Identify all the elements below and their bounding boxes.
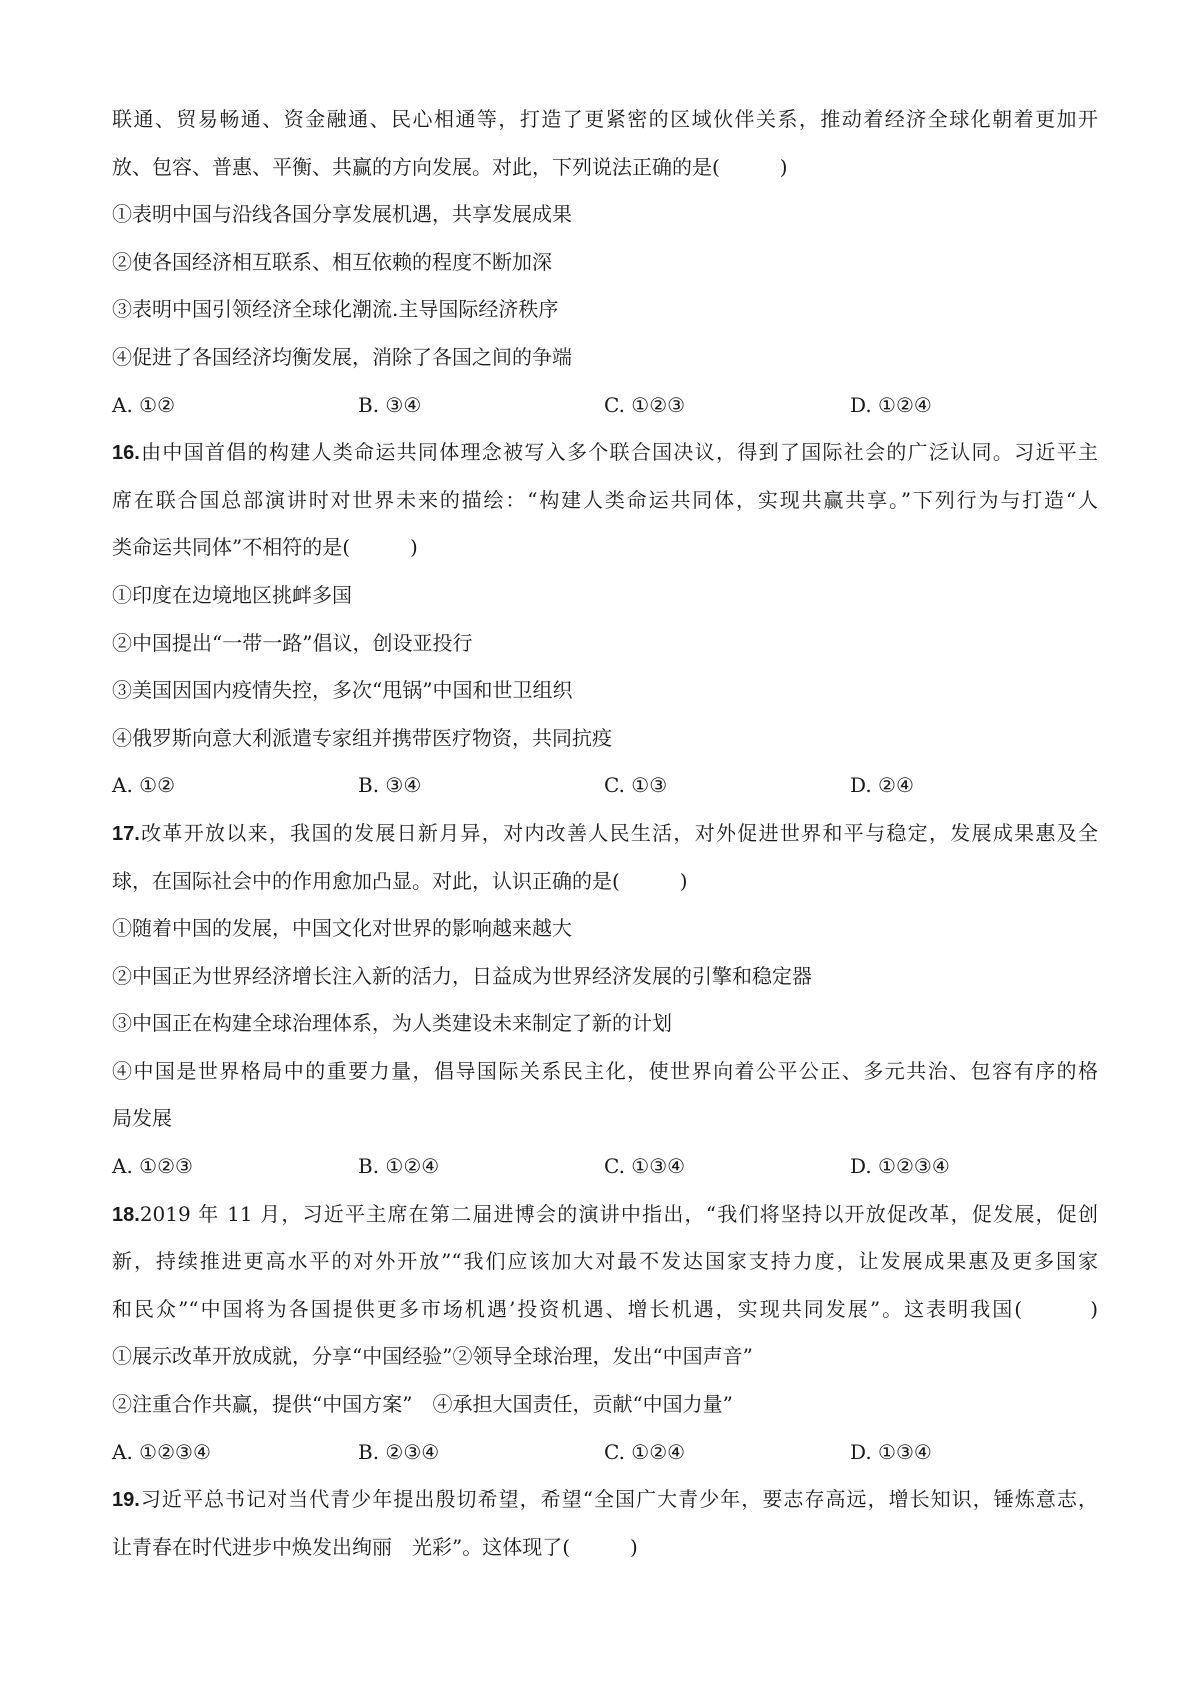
question-number: 17. <box>112 822 140 845</box>
question-17 <box>112 810 1098 1191</box>
option-d[interactable]: D. ①③④ <box>850 1439 932 1464</box>
option-c[interactable]: C. ①③ <box>604 773 668 798</box>
option-c[interactable]: C. ①②④ <box>604 1439 686 1464</box>
option-c[interactable]: C. ①②③ <box>604 392 686 417</box>
option-a[interactable]: A. ①②③ <box>112 1154 193 1179</box>
option-b[interactable]: B. ③④ <box>358 392 422 417</box>
question-stem-line: 让青春在时代进步中焕发出绚丽 光彩”。这体现了( ) <box>112 1534 638 1559</box>
option-b[interactable]: B. ①②④ <box>358 1154 440 1179</box>
question-15 <box>112 96 1098 429</box>
statement-item: 局发展 <box>112 1106 172 1131</box>
option-a[interactable]: A. ①② <box>112 773 176 798</box>
question-stem-line: 联通、贸易畅通、资金融通、民心相通等，打造了更紧密的区域伙伴关系，推动着经济全球化朝着更加开 <box>112 107 1098 131</box>
statement-item: ④俄罗斯向意大利派遣专家组并携带医疗物资，共同抗疫 <box>112 725 612 750</box>
answer-options <box>112 382 1098 430</box>
option-c[interactable]: C. ①③④ <box>604 1154 686 1179</box>
statement-item: ①表明中国与沿线各国分享发展机遇，共享发展成果 <box>112 202 572 227</box>
statement-item: ②中国提出“一带一路”倡议，创设亚投行 <box>112 630 473 655</box>
question-18 <box>112 1191 1098 1477</box>
statement-item: ①展示改革开放成就，分享“中国经验”②领导全球治理，发出“中国声音” <box>112 1344 753 1369</box>
statement-item: ①随着中国的发展，中国文化对世界的影响越来越大 <box>112 916 572 941</box>
statement-item: ②使各国经济相互联系、相互依赖的程度不断加深 <box>112 249 552 274</box>
question-number: 19. <box>112 1489 140 1512</box>
exam-page <box>112 96 1098 1571</box>
question-stem-line: 类命运共同体”不相符的是( ) <box>112 535 418 560</box>
option-b[interactable]: B. ③④ <box>358 773 422 798</box>
statement-item: ①印度在边境地区挑衅多国 <box>112 582 352 607</box>
answer-options <box>112 1429 1098 1477</box>
option-d[interactable]: D. ②④ <box>850 773 914 798</box>
answer-options <box>112 762 1098 810</box>
question-stem-line: 19.习近平总书记对当代青少年提出殷切希望，希望“全国广大青少年，要志存高远，增长知识，锤炼意志， <box>112 1487 1098 1512</box>
statement-item: ③美国因国内疫情失控，多次“甩锅”中国和世卫组织 <box>112 678 573 703</box>
question-stem-line: 新，持续推进更高水平的对外开放”“我们应该加大对最不发达国家支持力度，让发展成果惠及更多国家 <box>112 1249 1098 1274</box>
question-number: 18. <box>112 1203 140 1226</box>
option-a[interactable]: A. ①②③④ <box>112 1439 211 1464</box>
option-d[interactable]: D. ①②③④ <box>850 1154 950 1179</box>
question-16 <box>112 429 1098 810</box>
question-stem-line: 18.2019 年 11 月，习近平主席在第二届进博会的演讲中指出，“我们将坚持以开放促改革，促发展，促创 <box>112 1201 1098 1226</box>
question-stem-line: 球，在国际社会中的作用愈加凸显。对此，认识正确的是( ) <box>112 868 688 893</box>
statement-item: ④中国是世界格局中的重要力量，倡导国际关系民主化，使世界向着公平公正、多元共治、包容有序的格 <box>112 1058 1098 1083</box>
statement-item: ③中国正在构建全球治理体系，为人类建设未来制定了新的计划 <box>112 1011 672 1036</box>
question-stem-line: 席在联合国总部演讲时对世界未来的描绘：“构建人类命运共同体，实现共赢共享。”下列行为与打造“人 <box>112 487 1098 512</box>
question-stem-line: 17.改革开放以来，我国的发展日新月异，对内改善人民生活，对外促进世界和平与稳定，发展成果惠及全 <box>112 820 1098 845</box>
option-a[interactable]: A. ①② <box>112 392 176 417</box>
question-stem-line: 16.由中国首倡的构建人类命运共同体理念被写入多个联合国决议，得到了国际社会的广泛认同。习近平主 <box>112 440 1098 465</box>
answer-options <box>112 1143 1098 1191</box>
statement-item: ②注重合作共赢，提供“中国方案” ④承担大国责任，贡献“中国力量” <box>112 1392 733 1417</box>
question-19 <box>112 1476 1098 1571</box>
statement-item: ②中国正为世界经济增长注入新的活力，日益成为世界经济发展的引擎和稳定器 <box>112 963 812 988</box>
option-b[interactable]: B. ②③④ <box>358 1439 440 1464</box>
option-d[interactable]: D. ①②④ <box>850 392 932 417</box>
question-number: 16. <box>112 442 140 465</box>
statement-item: ④促进了各国经济均衡发展，消除了各国之间的争端 <box>112 344 572 369</box>
question-stem-line: 和民众”“中国将为各国提供更多市场机遇’投资机遇、增长机遇，实现共同发展”。这表明我国( ) <box>112 1296 1098 1321</box>
question-stem-line: 放、包容、普惠、平衡、共赢的方向发展。对此，下列说法正确的是( ) <box>112 154 788 179</box>
statement-item: ③表明中国引领经济全球化潮流.主导国际经济秩序 <box>112 297 559 322</box>
